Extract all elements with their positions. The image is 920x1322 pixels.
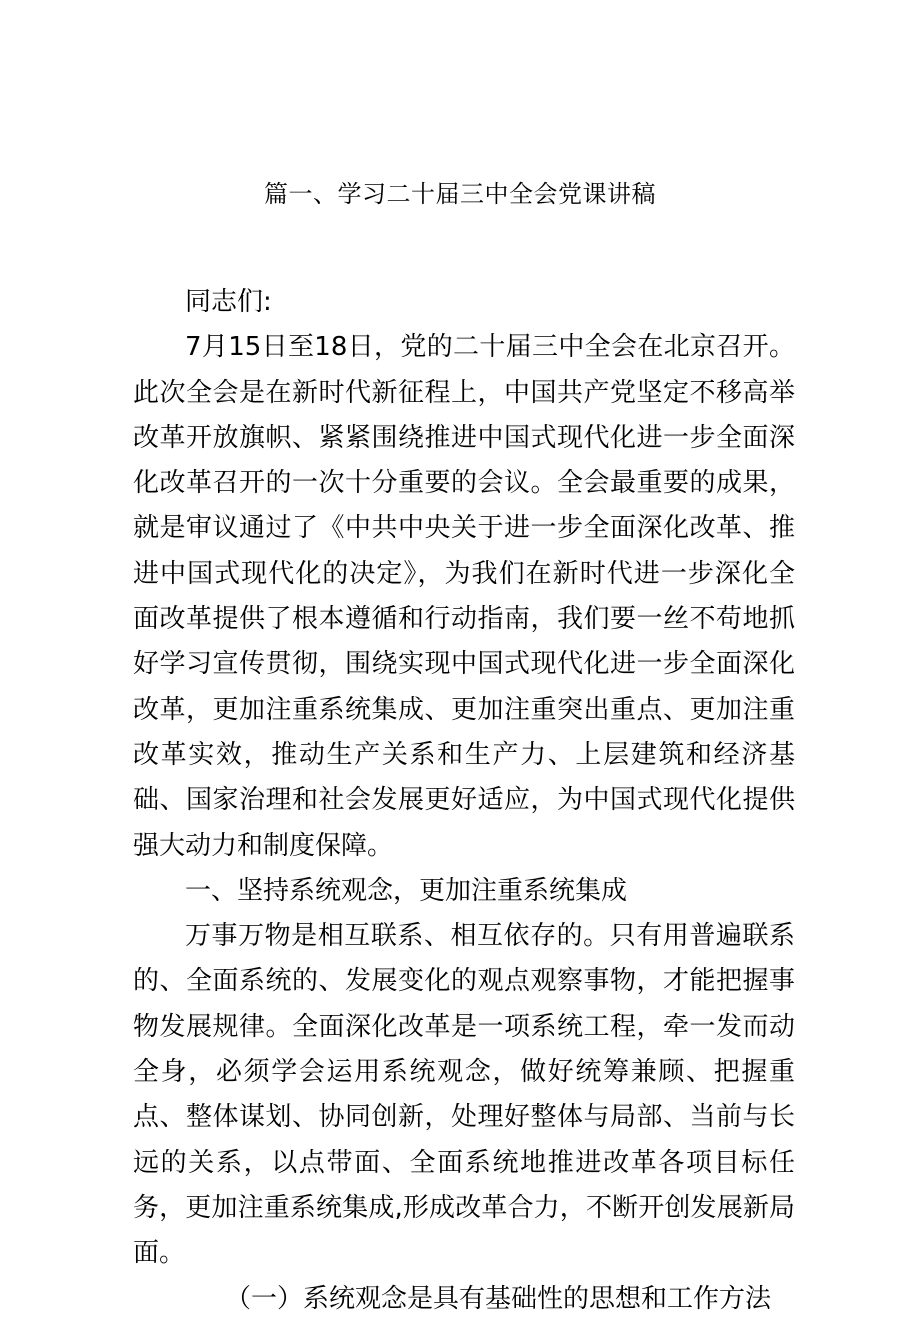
subheading-1-1: （一）系统观念是具有基础性的思想和工作方法 [225,1283,772,1314]
paragraph-intro: 7月15日至18日，党的二十届三中全会在北京召开。此次全会是在新时代新征程上，中国共产党坚定不移高举改革开放旗帜、紧紧围绕推进中国式现代化进一步全面深化改革召开的一次十分重要的会议。全会最重要的成果，就是审议通过了《中共中央关于进一步全面深化改革、推进中国式现代化的决定》，为我们在新时代进一步深化全面改革提供了根本遵循和行动指南，我们要一丝不苟地抓好学习宣传贯彻，围绕实现中国式现代化进一步全面深化改革，更加注重系统集成、更加注重突出重点、更加注重改革实效，推动生产关系和生产力、上层建筑和经济基础、国家治理和社会发展更好适应，为中国式现代化提供强大动力和制度保障。 [133,332,795,861]
salutation: 同志们: [185,287,272,317]
paragraph-section-1: 万事万物是相互联系、相互依存的。只有用普遍联系的、全面系统的、发展变化的观点观察事物，才能把握事物发展规律。全面深化改革是一项系统工程，牵一发而动全身，必须学会运用系统观念，做好统筹兼顾、把握重点、整体谋划、协同创新，处理好整体与局部、当前与长远的关系，以点带面、全面系统地推进改革各项目标任务，更加注重系统集成,形成改革合力，不断开创发展新局面。 [133,921,795,1269]
document-title: 篇一、学习二十届三中全会党课讲稿 [264,180,656,208]
section-heading-1: 一、坚持系统观念，更加注重系统集成 [185,875,628,906]
document-body [133,280,795,1322]
